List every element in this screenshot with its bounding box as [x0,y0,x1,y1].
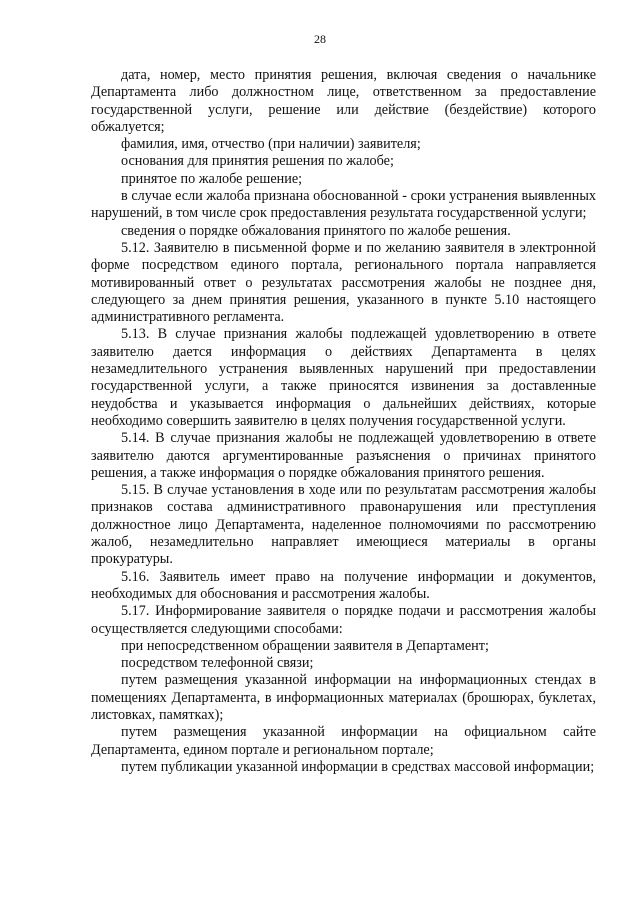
paragraph-appeal-procedure: сведения о порядке обжалования принятого по жалобе решения. [121,222,511,239]
paragraph-direct-appeal: при непосредственном обращении заявителя в Департамент; [121,637,489,654]
paragraph-applicant-name: фамилия, имя, отчество (при наличии) заявителя; [121,136,421,153]
paragraph-official-site: путем размещения указанной информации на официальном сайте Департамента, едином портале и региональном портале; [91,724,596,758]
paragraph-decision-made: принятое по жалобе решение; [121,170,303,187]
page-number: 28 [314,32,326,46]
paragraph-5-14: 5.14. В случае признания жалобы не подлежащей удовлетворению в ответе заявителю даются аргументированные разъяснения о причинах принятого решения, а также информация о порядке обжалования принятого решения. [91,430,596,481]
paragraph-5-16: 5.16. Заявитель имеет право на получение информации и документов, необходимых для обоснования и рассмотрения жалобы. [91,568,596,602]
paragraph-5-15: 5.15. В случае установления в ходе или по результатам рассмотрения жалобы признаков состава административного правонарушения или преступления должностное лицо Департамента, наделенное полномочиями по рассмотрению жалоб, незамедлительно направляет имеющиеся материалы в органы прокуратуры. [91,482,596,568]
paragraph-5-17: 5.17. Информирование заявителя о порядке подачи и рассмотрения жалобы осуществляется следующими способами: [91,603,596,637]
paragraph-telephone: посредством телефонной связи; [121,655,314,672]
paragraph-mass-media: путем публикации указанной информации в средствах массовой информации; [121,758,595,775]
paragraph-decision-grounds: основания для принятия решения по жалобе; [121,153,394,170]
paragraph-justified-complaint: в случае если жалоба признана обоснованной - сроки устранения выявленных нарушений, в том числе срок предоставления результата государственной услуги; [91,188,596,222]
paragraph-5-13: 5.13. В случае признания жалобы подлежащей удовлетворению в ответе заявителю дается информация о действиях Департамента в целях незамедлительного устранения выявленных нарушений при предоставлении государственной услуги, а также приносятся извинения за доставленные неудобства и указывается информация о дальнейших действиях, которые необходимо совершить заявителю в целях получения государственной услуги. [91,326,596,429]
paragraph-decision-details: дата, номер, место принятия решения, включая сведения о начальнике Департамента либо должностном лице, ответственном за предоставление государственной услуги, решение или действие (бездействие) которого обжалуется; [91,67,596,135]
paragraph-5-12: 5.12. Заявителю в письменной форме и по желанию заявителя в электронной форме посредством единого портала, регионального портала направляется мотивированный ответ о результатах рассмотрения жалобы не позднее дня, следующего за днем принятия решения, указанного в пункте 5.10 настоящего административного регламента. [91,239,596,326]
paragraph-info-stands: путем размещения указанной информации на информационных стендах в помещениях Департамента, в информационных материалах (брошюрах, буклетах, листовках, памятках); [91,672,596,723]
document-body [91,67,596,776]
